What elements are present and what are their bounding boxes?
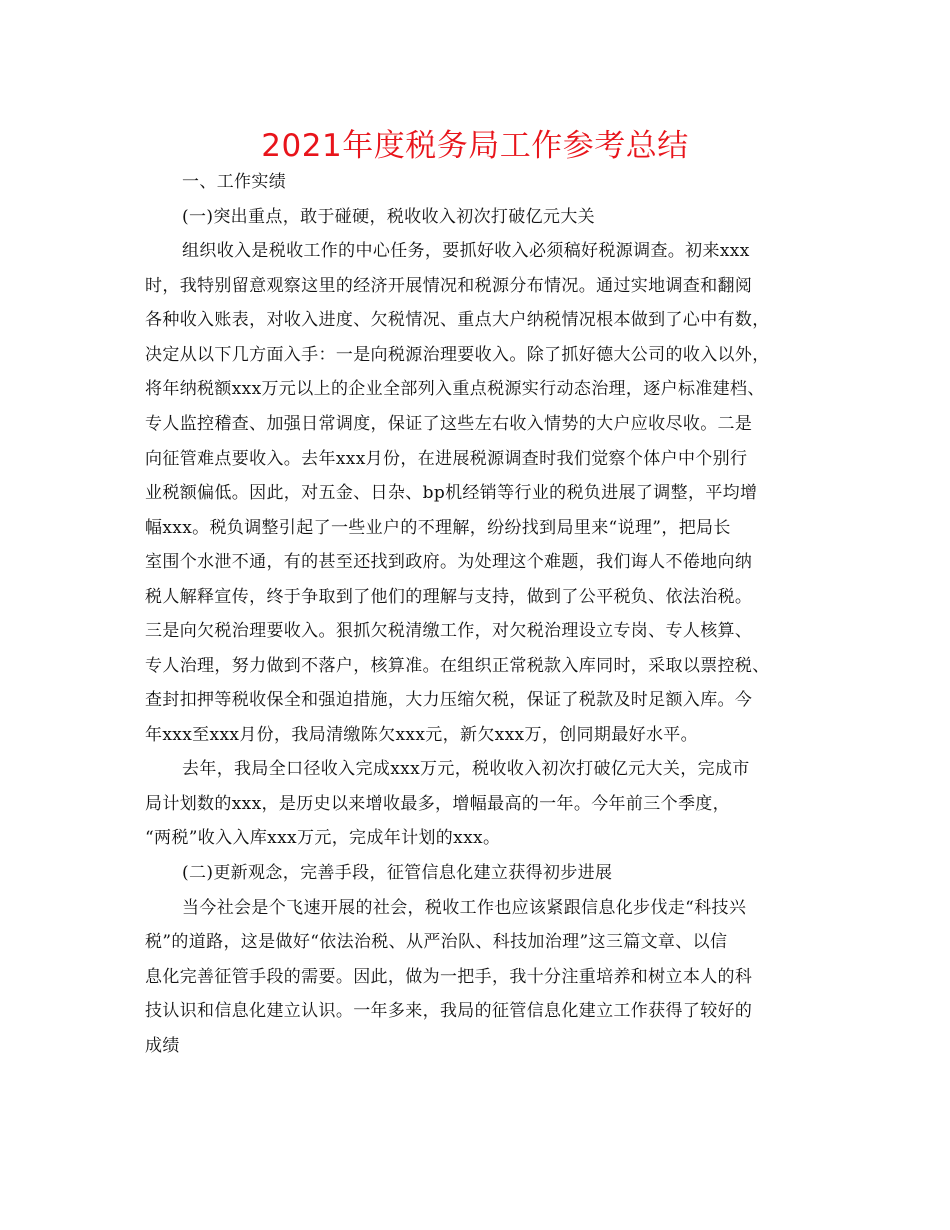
paragraph-line: 时，我特别留意观察这里的经济开展情况和税源分布情况。通过实地调查和翻阅 [145, 276, 753, 296]
paragraph-line: 业税额偏低。因此，对五金、日杂、bp机经销等行业的税负进展了调整，平均增 [145, 483, 758, 503]
paragraph-line: 局计划数的xxx，是历史以来增收最多，增幅最高的一年。今年前三个季度， [145, 794, 731, 814]
paragraph-line: 室围个水泄不通，有的甚至还找到政府。为处理这个难题，我们诲人不倦地向纳 [145, 552, 753, 572]
paragraph-line: 当今社会是个飞速开展的社会，税收工作也应该紧跟信息化步伐走“科技兴 [182, 898, 747, 918]
paragraph-line: 向征管难点要收入。去年xxx月份，在进展税源调查时我们觉察个体户中个别行 [145, 449, 748, 469]
paragraph-line: 三是向欠税治理要收入。狠抓欠税清缴工作，对欠税治理设立专岗、专人核算、 [145, 621, 753, 641]
paragraph-line: 组织收入是税收工作的中心任务，要抓好收入必须稿好税源调查。初来xxx [182, 241, 750, 261]
paragraph-line: 幅xxx。税负调整引起了一些业户的不理解，纷纷找到局里来“说理”，把局长 [145, 518, 731, 538]
paragraph-line: 查封扣押等税收保全和强迫措施，大力压缩欠税，保证了税款及时足额入库。今 [145, 690, 753, 710]
paragraph-line: 年xxx至xxx月份，我局清缴陈欠xxx元，新欠xxx万，创同期最好水平。 [145, 725, 698, 745]
paragraph-line: 成绩 [145, 1036, 180, 1056]
paragraph-line: 技认识和信息化建立认识。一年多来，我局的征管信息化建立工作获得了较好的 [145, 1001, 753, 1021]
paragraph-line: 决定从以下几方面入手：一是向税源治理要收入。除了抓好德大公司的收入以外， [145, 345, 770, 365]
subsection-heading: (一)突出重点，敢于碰硬，税收收入初次打破亿元大关 [182, 207, 596, 227]
paragraph-line: 税”的道路，这是做好“依法治税、从严治队、科技加治理”这三篇文章、以信 [145, 932, 728, 952]
paragraph-line: 专人监控稽查、加强日常调度，保证了这些左右收入情势的大户应收尽收。二是 [145, 414, 753, 434]
paragraph-line: 税人解释宣传，终于争取到了他们的理解与支持，做到了公平税负、依法治税。 [145, 587, 753, 607]
paragraph-line: 去年，我局全口径收入完成xxx万元，税收收入初次打破亿元大关，完成市 [182, 759, 750, 779]
paragraph-line: 专人治理，努力做到不落户，核算准。在组织正常税款入库同时，采取以票控税、 [145, 656, 770, 676]
subsection-heading: (二)更新观念，完善手段，征管信息化建立获得初步进展 [182, 863, 613, 883]
section-heading: 一、工作实绩 [182, 172, 287, 192]
paragraph-line: 息化完善征管手段的需要。因此，做为一把手，我十分注重培养和树立本人的科 [145, 967, 753, 987]
paragraph-line: 将年纳税额xxx万元以上的企业全部列入重点税源实行动态治理，逐户标准建档、 [145, 379, 765, 399]
paragraph-line: “两税”收入入库xxx万元，完成年计划的xxx。 [145, 828, 501, 848]
document-title: 2021年度税务局工作参考总结 [261, 128, 689, 164]
paragraph-line: 各种收入账表，对收入进度、欠税情况、重点大户纳税情况根本做到了心中有数， [145, 310, 770, 330]
